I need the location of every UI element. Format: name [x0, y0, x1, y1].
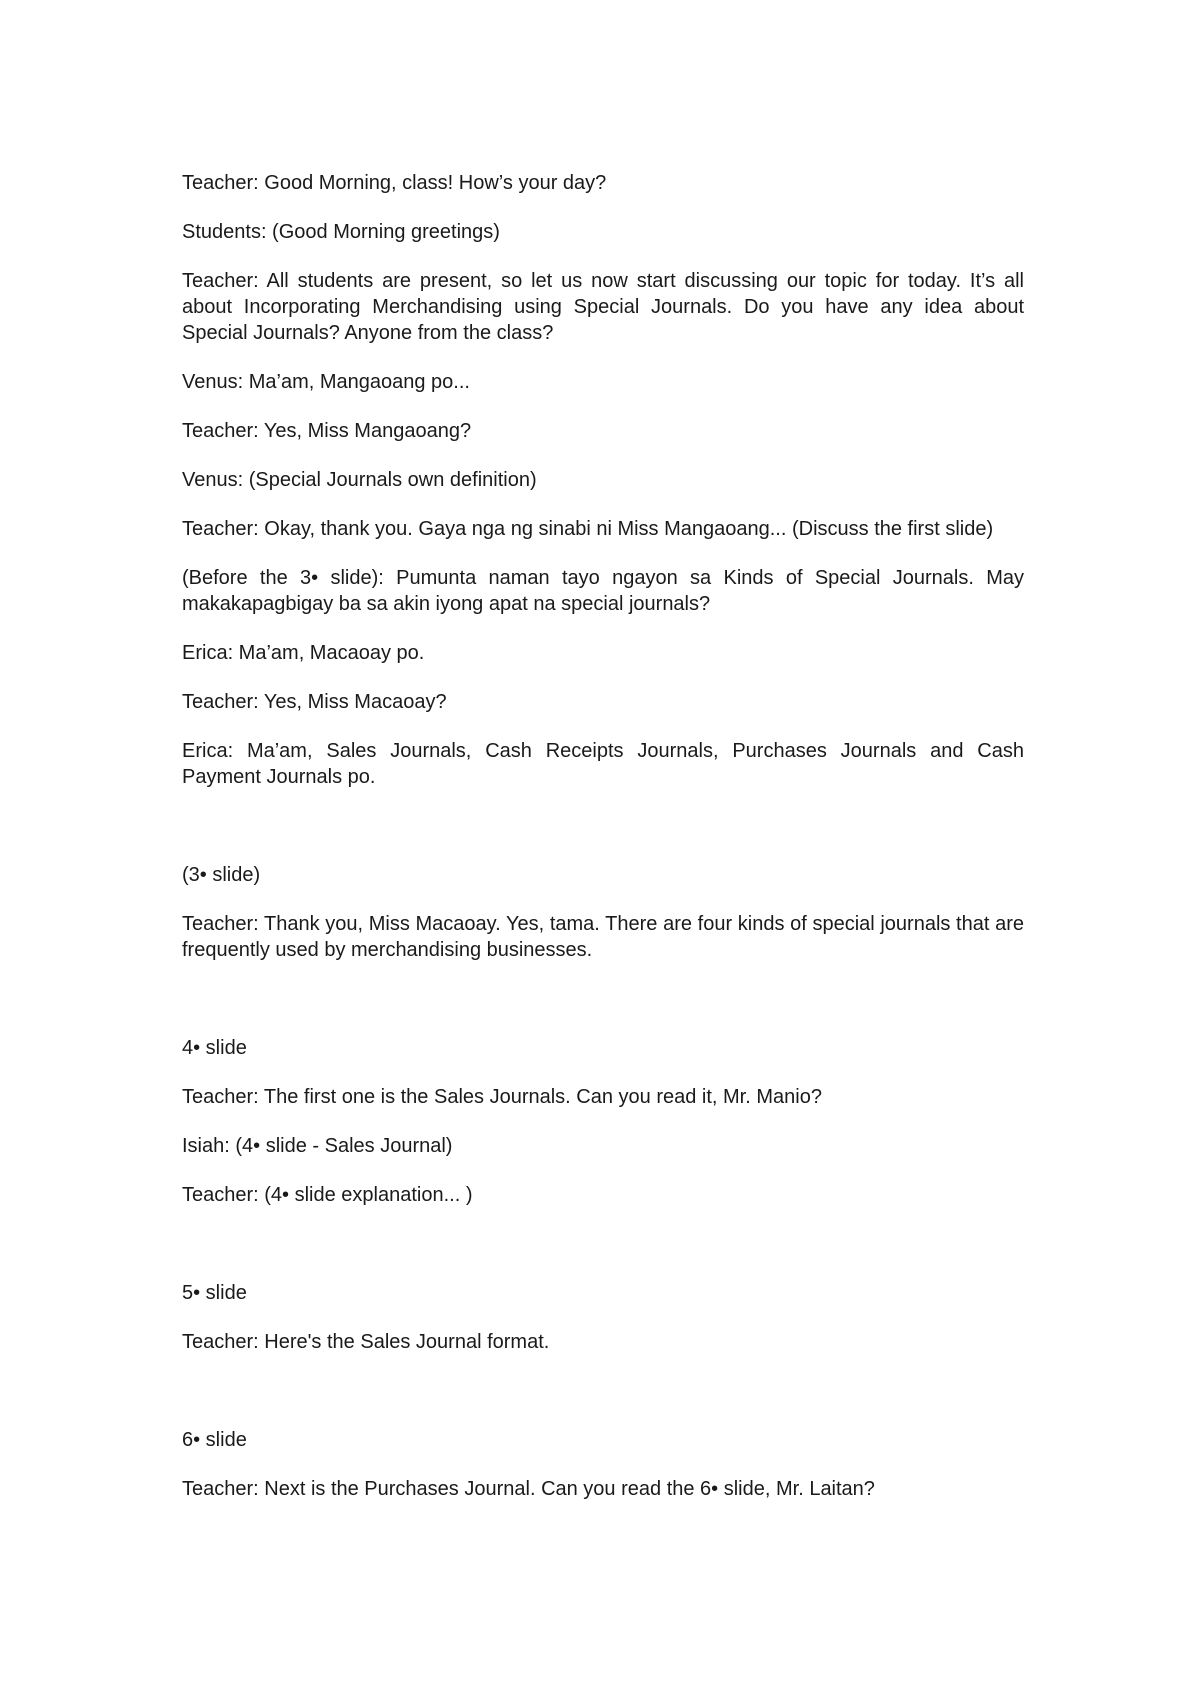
paragraph: Teacher: Good Morning, class! How’s your day? — [182, 172, 607, 194]
document-page — [182, 170, 1024, 1525]
paragraph: Venus: Ma’am, Mangaoang po... — [182, 371, 470, 393]
paragraph: Teacher: Yes, Miss Macaoay? — [182, 691, 447, 713]
paragraph: Erica: Ma’am, Macaoay po. — [182, 642, 425, 664]
slide-heading: 5• slide — [182, 1282, 247, 1304]
slide-heading: 4• slide — [182, 1037, 247, 1059]
paragraph: Venus: (Special Journals own definition) — [182, 469, 537, 491]
paragraph: Teacher: (4• slide explanation... ) — [182, 1184, 473, 1206]
paragraph: Teacher: Yes, Miss Mangaoang? — [182, 420, 472, 442]
paragraph: Teacher: Next is the Purchases Journal. Can you read the 6• slide, Mr. Laitan? — [182, 1478, 875, 1500]
slide-heading: (3• slide) — [182, 864, 261, 886]
paragraph: Teacher: Thank you, Miss Macaoay. Yes, tama. There are four kinds of special journals that are frequently used by merchandising businesses. — [182, 913, 1024, 961]
paragraph: Isiah: (4• slide - Sales Journal) — [182, 1135, 453, 1157]
paragraph: Erica: Ma’am, Sales Journals, Cash Receipts Journals, Purchases Journals and Cash Payment Journals po. — [182, 740, 1024, 788]
paragraph: Teacher: Here's the Sales Journal format. — [182, 1331, 550, 1353]
paragraph: (Before the 3• slide): Pumunta naman tayo ngayon sa Kinds of Special Journals. May makakapagbigay ba sa akin iyong apat na special journals? — [182, 567, 1024, 615]
paragraph: Students: (Good Morning greetings) — [182, 221, 500, 243]
paragraph: Teacher: All students are present, so let us now start discussing our topic for today. It’s all about Incorporating Merchandising using Special Journals. Do you have any idea about Special Journals? Anyone from the class? — [182, 270, 1024, 344]
slide-heading: 6• slide — [182, 1429, 247, 1451]
paragraph: Teacher: Okay, thank you. Gaya nga ng sinabi ni Miss Mangaoang... (Discuss the first slide) — [182, 518, 994, 540]
paragraph: Teacher: The first one is the Sales Journals. Can you read it, Mr. Manio? — [182, 1086, 822, 1108]
